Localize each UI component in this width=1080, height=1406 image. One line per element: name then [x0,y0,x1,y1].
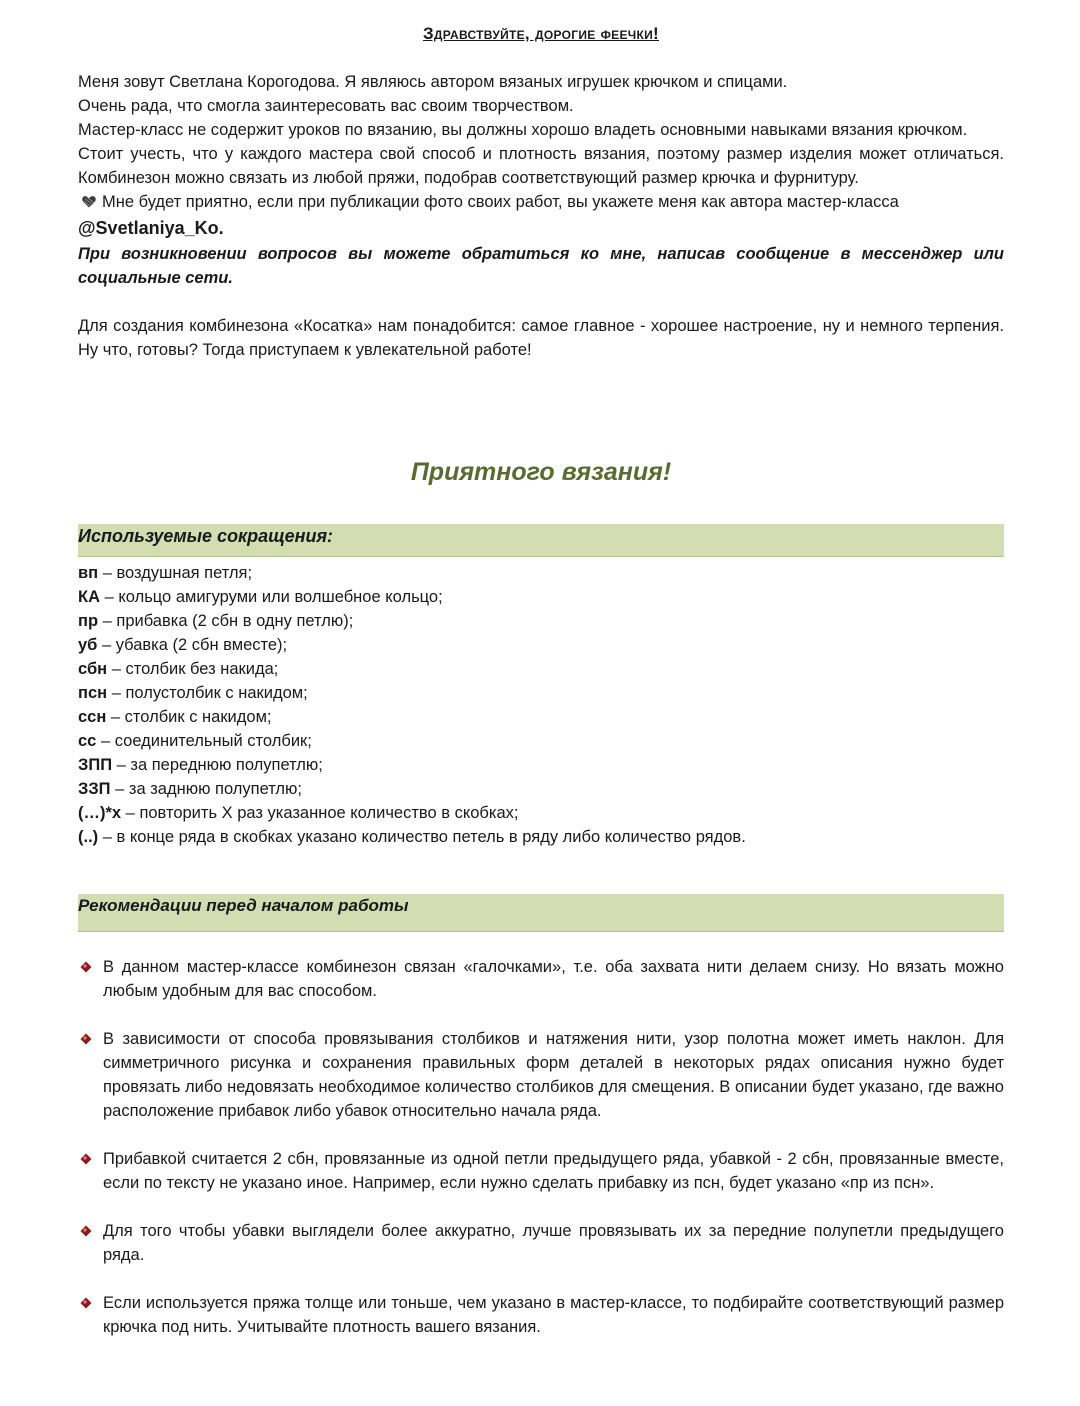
contact-note: При возникновении вопросов вы можете обратиться ко мне, написав сообщение в мессенджер или социальные сети. [78,245,1004,287]
greeting-heading: Приятного вязания! [410,458,672,486]
abbreviations-list [78,561,1004,849]
recommendation-item: Для того чтобы убавки выглядели более аккуратно, лучше провязывать их за передние полупетли предыдущего ряда. [78,1219,1004,1267]
intro-paragraph: Стоит учесть, что у каждого мастера свой способ и плотность вязания, поэтому размер изделия может отличаться. Комбинезон можно связать из любой пряжи, подобрав соответствующий размер крючка и фурнитуру. [78,145,1004,187]
abbreviation-item: сбн – столбик без накида; [78,660,279,678]
author-handle: @Svetlaniya_Ko. [78,218,224,238]
abbreviation-item: пр – прибавка (2 сбн в одну петлю); [78,612,354,630]
bullet-icon [80,1153,92,1165]
page-title: Здравствуйте, дорогие феечки! [422,24,659,43]
abbreviation-item: ссн – столбик с накидом; [78,708,272,726]
bullet-icon [80,961,92,973]
abbreviation-item: сс – соединительный столбик; [78,732,312,750]
recommendation-item: В зависимости от способа провязывания столбиков и натяжения нити, узор полотна может иметь наклон. Для симметричного рисунка и сохранения правильных форм деталей в некоторых рядах описания нужно будет провязать либо недовязать необходимое количество столбиков для смещения. В описании будет указано, где важно расположение прибавок либо убавок относительно начала ряда. [78,1027,1004,1123]
recommendations-heading: Рекомендации перед началом работы [78,894,1004,932]
recommendation-item: В данном мастер-классе комбинезон связан «галочками», т.е. оба захвата нити делаем снизу. Но вязать можно любым удобным для вас способом. [78,955,1004,1003]
bullet-icon [80,1033,92,1045]
recommendation-item: Прибавкой считается 2 сбн, провязанные из одной петли предыдущего ряда, убавкой - 2 сбн, провязанные вместе, если по тексту не указано иное. Например, если нужно сделать прибавку из псн, будет указано «пр из псн». [78,1147,1004,1195]
intro-paragraph: Для создания комбинезона «Косатка» нам понадобится: самое главное - хорошее настроение, ну и немного терпения. Ну что, готовы? Тогда приступаем к увлекательной работе! [78,317,1004,359]
abbreviation-item: КА – кольцо амигуруми или волшебное кольцо; [78,588,443,606]
abbreviation-item: (…)*х – повторить Х раз указанное количество в скобках; [78,804,519,822]
intro-section [78,70,1004,362]
attribution-text: Мне будет приятно, если при публикации фото своих работ, вы укажете меня как автора мастер-класса [102,193,899,211]
abbreviations-heading: Используемые сокращения: [78,524,1004,557]
heart-icon [82,195,96,208]
bullet-icon [80,1297,92,1309]
intro-paragraph: Мастер-класс не содержит уроков по вязанию, вы должны хорошо владеть основными навыками вязания крючком. [78,121,968,139]
bullet-icon [80,1225,92,1237]
attribution-line [78,190,1004,214]
recommendation-item: Если используется пряжа толще или тоньше, чем указано в мастер-классе, то подбирайте соответствующий размер крючка под нить. Учитывайте плотность вашего вязания. [78,1291,1004,1339]
intro-paragraph: Меня зовут Светлана Корогодова. Я являюсь автором вязаных игрушек крючком и спицами. [78,73,788,91]
intro-paragraph: Очень рада, что смогла заинтересовать вас своим творчеством. [78,97,574,115]
abbreviation-item: ЗЗП – за заднюю полупетлю; [78,780,303,798]
recommendations-list [78,955,1004,1363]
abbreviation-item: псн – полустолбик с накидом; [78,684,308,702]
abbreviation-item: ЗПП – за переднюю полупетлю; [78,756,323,774]
abbreviation-item: вп – воздушная петля; [78,564,253,582]
abbreviation-item: (..) – в конце ряда в скобках указано количество петель в ряду либо количество рядов. [78,828,746,846]
abbreviation-item: уб – убавка (2 сбн вместе); [78,636,288,654]
